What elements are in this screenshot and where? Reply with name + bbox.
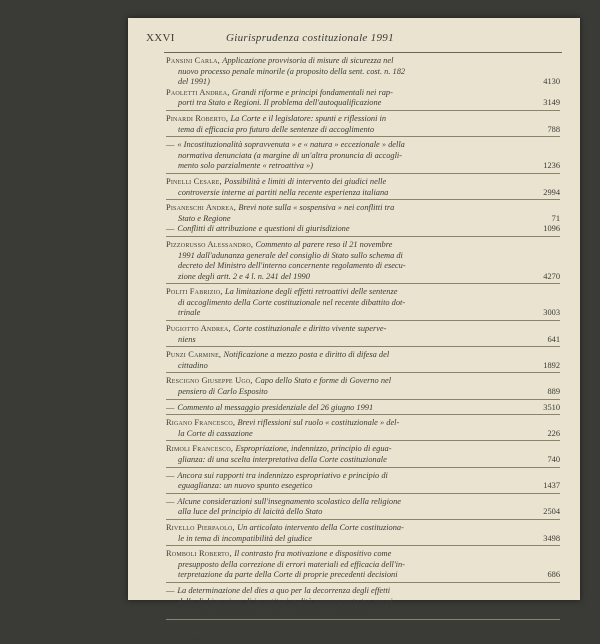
entry-author: Rigano Francesco, — [166, 418, 238, 428]
entry-author: Pinelli Cesare, — [166, 176, 225, 186]
entry-title-text: tema di efficacia pro futuro delle sentenze di accoglimento — [178, 124, 375, 134]
entry-title-text: l'intesa del 1987 — [178, 633, 234, 643]
entry-title-text: Le comunità ebraiche dal regio decreto del 1930 al- — [228, 622, 404, 632]
entry-title-text: trinale — [178, 308, 201, 318]
entry-line — [166, 570, 560, 581]
header-rule — [164, 52, 562, 53]
dash-mark: — — [166, 585, 175, 595]
entry-line — [166, 261, 560, 272]
entry-line — [166, 188, 560, 199]
entry-line — [166, 597, 560, 608]
entry-title-text: eguaglianza: un nuovo spunto esegetico — [178, 481, 313, 491]
entry-title-text: La Corte e il legislatore: spunti e riflessioni in — [230, 113, 387, 123]
index-entry — [166, 240, 560, 284]
entry-line — [166, 361, 560, 372]
entry-author: Politi Fabrizio, — [166, 287, 225, 297]
entry-line — [166, 507, 560, 518]
entry-title-text: Espropriazione, indennizzo, principio di egua- — [235, 444, 392, 454]
dash-mark: — — [166, 496, 175, 506]
entry-line — [166, 633, 560, 644]
entry-line — [166, 418, 560, 429]
entry-title-text: La limitazione degli effetti retroattivi delle sentenze — [225, 287, 398, 297]
entry-page-number: 1236 — [543, 161, 560, 171]
dash-mark: — — [166, 140, 175, 150]
entry-title-text: normativa denunciata (a margine di un'altra pronuncia di accogli- — [178, 150, 403, 160]
entry-page-number: 1892 — [543, 360, 560, 370]
entry-title-text: Corte costituzionale e diritto vivente superve- — [233, 324, 387, 334]
entry-title-text: materiali e preoccupazioni per le conseguenze finanziarie — [178, 607, 373, 617]
entry-page-number: 1437 — [543, 481, 560, 491]
entry-title-text: decreto del Ministro dell'interno concernente regolamento di esecu- — [178, 261, 406, 271]
entry-title-text: niens — [178, 334, 196, 344]
entry-line — [166, 429, 560, 440]
entry-line — [166, 272, 560, 283]
page-number: XXVI — [146, 32, 175, 44]
entry-line — [166, 114, 560, 125]
entry-line — [166, 77, 560, 88]
index-entry — [166, 350, 560, 373]
entry-line — [166, 251, 560, 262]
entry-line — [166, 403, 560, 414]
entry-page-number: 3149 — [543, 98, 560, 108]
entry-line — [166, 308, 560, 319]
index-entry — [166, 140, 560, 174]
entry-line — [166, 240, 560, 251]
entry-title-text: Il contrasto fra motivazione e dispositivo come — [234, 549, 392, 559]
entry-page-number: 705 — [547, 633, 560, 643]
entry-title-text: Commento al messaggio presidenziale del 26 giugno 1991 — [177, 402, 374, 412]
entry-page-number: 3259 — [543, 607, 560, 617]
entry-title-text: terpretazione da parte della Corte di proprie precedenti decisioni — [178, 570, 398, 580]
index-entry — [166, 88, 560, 111]
index-entry — [166, 376, 560, 399]
dash-mark: — — [166, 402, 175, 412]
entry-line — [166, 161, 560, 172]
entry-page-number: 686 — [547, 570, 560, 580]
index-entry — [166, 287, 560, 321]
index-entry — [166, 523, 560, 546]
index-entry — [166, 549, 560, 583]
entry-line — [166, 607, 560, 618]
dash-mark: — — [166, 224, 175, 234]
entry-title-text: Notificazione a mezzo posta e diritto di difesa del — [223, 350, 390, 360]
index-entries — [166, 56, 560, 644]
entry-title-text: presupposto della correzione di errori materiali ed efficacia dell'in- — [178, 559, 405, 569]
entry-line — [166, 224, 560, 235]
book-page — [128, 18, 580, 643]
entry-title-text: Commento al parere reso il 21 novembre — [255, 239, 393, 249]
entry-page-number: 226 — [547, 428, 560, 438]
entry-title-text: cittadino — [178, 360, 208, 370]
entry-title-text: zione degli artt. 2 e 4 l. n. 241 del 1990 — [178, 271, 310, 281]
entry-line — [166, 481, 560, 492]
entry-line — [166, 298, 560, 309]
entry-title-text: Alcune considerazioni sull'insegnamento scolastico della religione — [177, 496, 401, 506]
entry-author: Paoletti Andrea, — [166, 87, 232, 97]
entry-title-text: alla luce del principio di laicità dello Stato — [178, 507, 323, 517]
index-entry — [166, 177, 560, 200]
entry-page-number: 3498 — [543, 533, 560, 543]
entry-line — [166, 125, 560, 136]
entry-line — [166, 376, 560, 387]
entry-line — [166, 549, 560, 560]
entry-title-text: Un articolato intervento della Corte costituziona- — [237, 522, 404, 532]
entry-title-text: Brevi riflessioni sul ruolo « costituzionale » del- — [237, 418, 400, 428]
entry-title-text: del 1991) — [178, 77, 210, 87]
entry-line — [166, 444, 560, 455]
entry-author: Pansini Carla, — [166, 56, 223, 65]
entry-title-text: Ancora sui rapporti tra indennizzo espropriativo e principio di — [177, 470, 388, 480]
entry-page-number: 740 — [547, 455, 560, 464]
entry-author: Pinardi Roberto, — [166, 113, 231, 123]
index-entry — [166, 224, 560, 237]
entry-title-text: controversie interne ai partiti nella recente esperienza italiana — [178, 187, 389, 197]
entry-title-text: Brevi note sulla « sospensiva » nei conflitti tra — [238, 203, 395, 213]
entry-page-number: 788 — [547, 124, 560, 134]
entry-title-text: di accoglimento della Corte costituzionale nel recente dibattito dot- — [178, 297, 406, 307]
entry-page-number: 889 — [547, 387, 560, 397]
entry-page-number: 1096 — [543, 224, 560, 234]
entry-page-number: 641 — [547, 334, 560, 344]
entry-page-number: 3510 — [543, 402, 560, 412]
entry-line — [166, 324, 560, 335]
entry-line — [166, 140, 560, 151]
entry-page-number: 2504 — [543, 507, 560, 517]
index-entry — [166, 418, 560, 441]
index-entry — [166, 203, 560, 224]
entry-author: Punzi Carmine, — [166, 350, 224, 360]
entry-line — [166, 497, 560, 508]
entry-line — [166, 214, 560, 225]
entry-line — [166, 560, 560, 571]
entry-line — [166, 151, 560, 162]
entry-title-text: Stato e Regione — [178, 213, 231, 223]
running-title: Giurisprudenza costituzionale 1991 — [226, 32, 394, 44]
entry-title-text: Capo dello Stato e forme di Governo nel — [255, 376, 392, 386]
entry-line — [166, 350, 560, 361]
entry-author: Rescigno Giuseppe Ugo, — [166, 376, 255, 386]
entry-line — [166, 88, 560, 99]
index-entry — [166, 623, 560, 644]
index-entry — [166, 471, 560, 494]
entry-page-number: 4270 — [543, 271, 560, 281]
entry-line — [166, 287, 560, 298]
index-entry — [166, 497, 560, 520]
entry-page-number: 4130 — [543, 77, 560, 87]
entry-title-text: nuovo processo penale minorile (a proposito della sent. cost. n. 182 — [178, 66, 406, 76]
entry-author: Pugiotto Andrea, — [166, 324, 234, 334]
entry-line — [166, 67, 560, 78]
entry-title-text: glianza: di una scelta interpretativa della Corte costituzionale — [178, 455, 387, 464]
entry-title-text: La determinazione del dies a quo per la decorrenza degli effetti — [177, 585, 391, 595]
entry-line — [166, 177, 560, 188]
entry-line — [166, 623, 560, 634]
entry-line — [166, 203, 560, 214]
entry-page-number: 3003 — [543, 308, 560, 318]
entry-line — [166, 471, 560, 482]
entry-page-number: 71 — [551, 213, 560, 223]
entry-line — [166, 387, 560, 398]
entry-title-text: 1991 dall'adunanza generale del consiglio di Stato sullo schema di — [178, 250, 403, 260]
entry-title-text: Applicazione provvisoria di misure di sicurezza nel — [222, 56, 394, 65]
index-entry — [166, 444, 560, 467]
index-entry — [166, 114, 560, 137]
index-entry — [166, 586, 560, 620]
entry-title-text: della dichiarazione di incostituzionalità sopravvenuta tra errori — [178, 596, 393, 606]
entry-title-text: la Corte di cassazione — [178, 428, 253, 438]
entry-line — [166, 335, 560, 346]
entry-title-text: Possibilità e limiti di intervento dei giudici nelle — [224, 176, 387, 186]
entry-line — [166, 534, 560, 545]
entry-page-number: 2994 — [543, 187, 560, 197]
entry-line — [166, 586, 560, 597]
entry-author: Rimoli Francesco, — [166, 444, 236, 454]
entry-author: Pisaneschi Andrea, — [166, 203, 239, 213]
entry-author: Rossi Emanuele, — [166, 622, 229, 632]
entry-line — [166, 56, 560, 67]
entry-title-text: le in tema di incompatibilità del giudice — [178, 533, 312, 543]
entry-title-text: pensiero di Carlo Esposito — [178, 387, 268, 397]
dash-mark: — — [166, 470, 175, 480]
entry-author: Rivello Pierpaolo, — [166, 522, 238, 532]
entry-author: Pizzorusso Alessandro, — [166, 239, 256, 249]
entry-title-text: Grandi riforme e principi fondamentali nei rap- — [231, 87, 393, 97]
entry-title-text: porti tra Stato e Regioni. Il problema dell'autoqualificazione — [178, 98, 382, 108]
index-entry — [166, 56, 560, 88]
entry-line — [166, 523, 560, 534]
entry-title-text: mento solo parzialmente « retroattiva ») — [178, 161, 313, 171]
entry-author: Romboli Roberto, — [166, 549, 235, 559]
entry-title-text: Conflitti di attribuzione e questioni di giurisdizione — [177, 224, 350, 234]
entry-line — [166, 455, 560, 466]
entry-title-text: « Incostituzionalità sopravvenuta » e « natura » eccezionale » della — [177, 140, 405, 150]
index-entry — [166, 403, 560, 416]
entry-line — [166, 98, 560, 109]
index-entry — [166, 324, 560, 347]
